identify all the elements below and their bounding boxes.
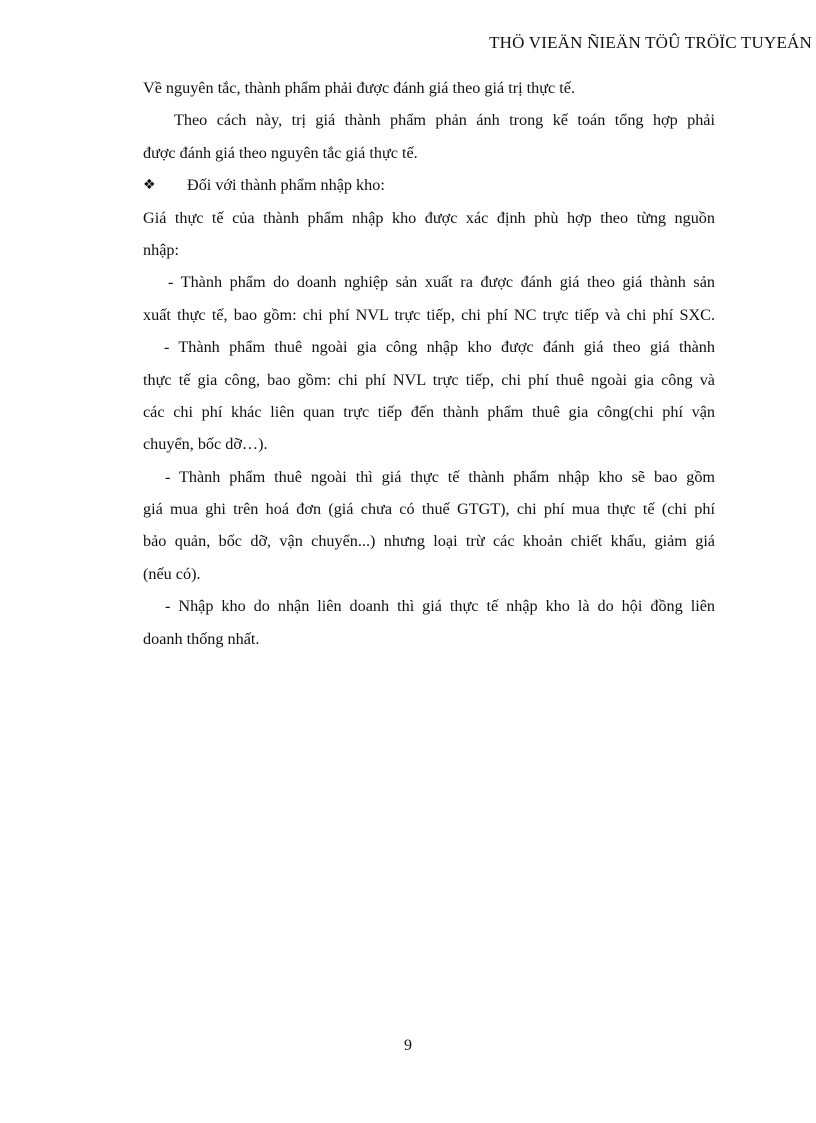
list-item-line: thực tế gia công, bao gồm: chi phí NVL trực tiếp, chi phí thuê ngoài gia công và <box>143 370 715 389</box>
bullet-heading <box>143 169 715 201</box>
paragraph-source-line-1 <box>143 202 715 234</box>
list-item-4-line-1 <box>143 590 715 622</box>
paragraph-line: Về nguyên tắc, thành phẩm phải được đánh giá theo giá trị thực tế. <box>143 79 576 97</box>
page-number: 9 <box>404 1037 412 1054</box>
document-body <box>143 72 715 655</box>
paragraph-line: Giá thực tế của thành phẩm nhập kho được xác định phù hợp theo từng nguồn <box>143 208 715 227</box>
list-item-line: - Nhập kho do nhận liên doanh thì giá thực tế nhập kho là do hội đồng liên <box>165 597 715 616</box>
list-item-1-line-2 <box>143 299 715 331</box>
list-item-3-line-3 <box>143 525 715 557</box>
list-item-4-line-2 <box>143 623 715 655</box>
paragraph-source-line-2 <box>143 234 715 266</box>
list-item-3-line-1 <box>143 461 715 493</box>
paragraph-principle <box>143 72 715 104</box>
list-item-2-line-2 <box>143 364 715 396</box>
list-item-line: xuất thực tế, bao gồm: chi phí NVL trực tiếp, chi phí NC trực tiếp và chi phí SXC. <box>143 305 715 324</box>
list-item-line: chuyển, bốc dỡ…). <box>143 435 268 454</box>
list-item-1-line-1 <box>143 266 715 298</box>
list-item-line: các chi phí khác liên quan trực tiếp đến thành phẩm thuê gia công(chi phí vận <box>143 402 715 421</box>
list-item-2-line-1 <box>143 331 715 363</box>
list-item-2-line-4 <box>143 428 715 460</box>
list-item-3-line-4 <box>143 558 715 590</box>
list-item-3-line-2 <box>143 493 715 525</box>
diamond-bullet-icon: ❖ <box>143 177 156 194</box>
list-item-line: - Thành phẩm thuê ngoài thì giá thực tế thành phẩm nhập kho sẽ bao gồm <box>165 467 715 486</box>
list-item-line: (nếu có). <box>143 564 201 583</box>
list-item-line: bảo quản, bốc dỡ, vận chuyển...) nhưng loại trừ các khoản chiết khấu, giảm giá <box>143 532 715 551</box>
paragraph-method-line-1 <box>143 104 715 136</box>
paragraph-line: được đánh giá theo nguyên tắc giá thực tế. <box>143 143 418 162</box>
paragraph-line: Theo cách này, trị giá thành phẩm phản ánh trong kế toán tổng hợp phải <box>174 111 715 130</box>
list-item-2-line-3 <box>143 396 715 428</box>
list-item-line: - Thành phẩm thuê ngoài gia công nhập kho được đánh giá theo giá thành <box>164 338 715 357</box>
bullet-heading-text: Đối với thành phẩm nhập kho: <box>187 176 385 195</box>
list-item-line: giá mua ghi trên hoá đơn (giá chưa có thuế GTGT), chi phí mua thực tế (chi phí <box>143 500 715 519</box>
running-header: THÖ VIEÄN ÑIEÄN TÖÛ TRÖÏC TUYEÁN <box>489 33 812 52</box>
paragraph-line: nhập: <box>143 240 179 259</box>
list-item-line: doanh thống nhất. <box>143 629 260 648</box>
list-item-line: - Thành phẩm do doanh nghiệp sản xuất ra được đánh giá theo giá thành sản <box>168 273 715 292</box>
paragraph-method-line-2 <box>143 137 715 169</box>
